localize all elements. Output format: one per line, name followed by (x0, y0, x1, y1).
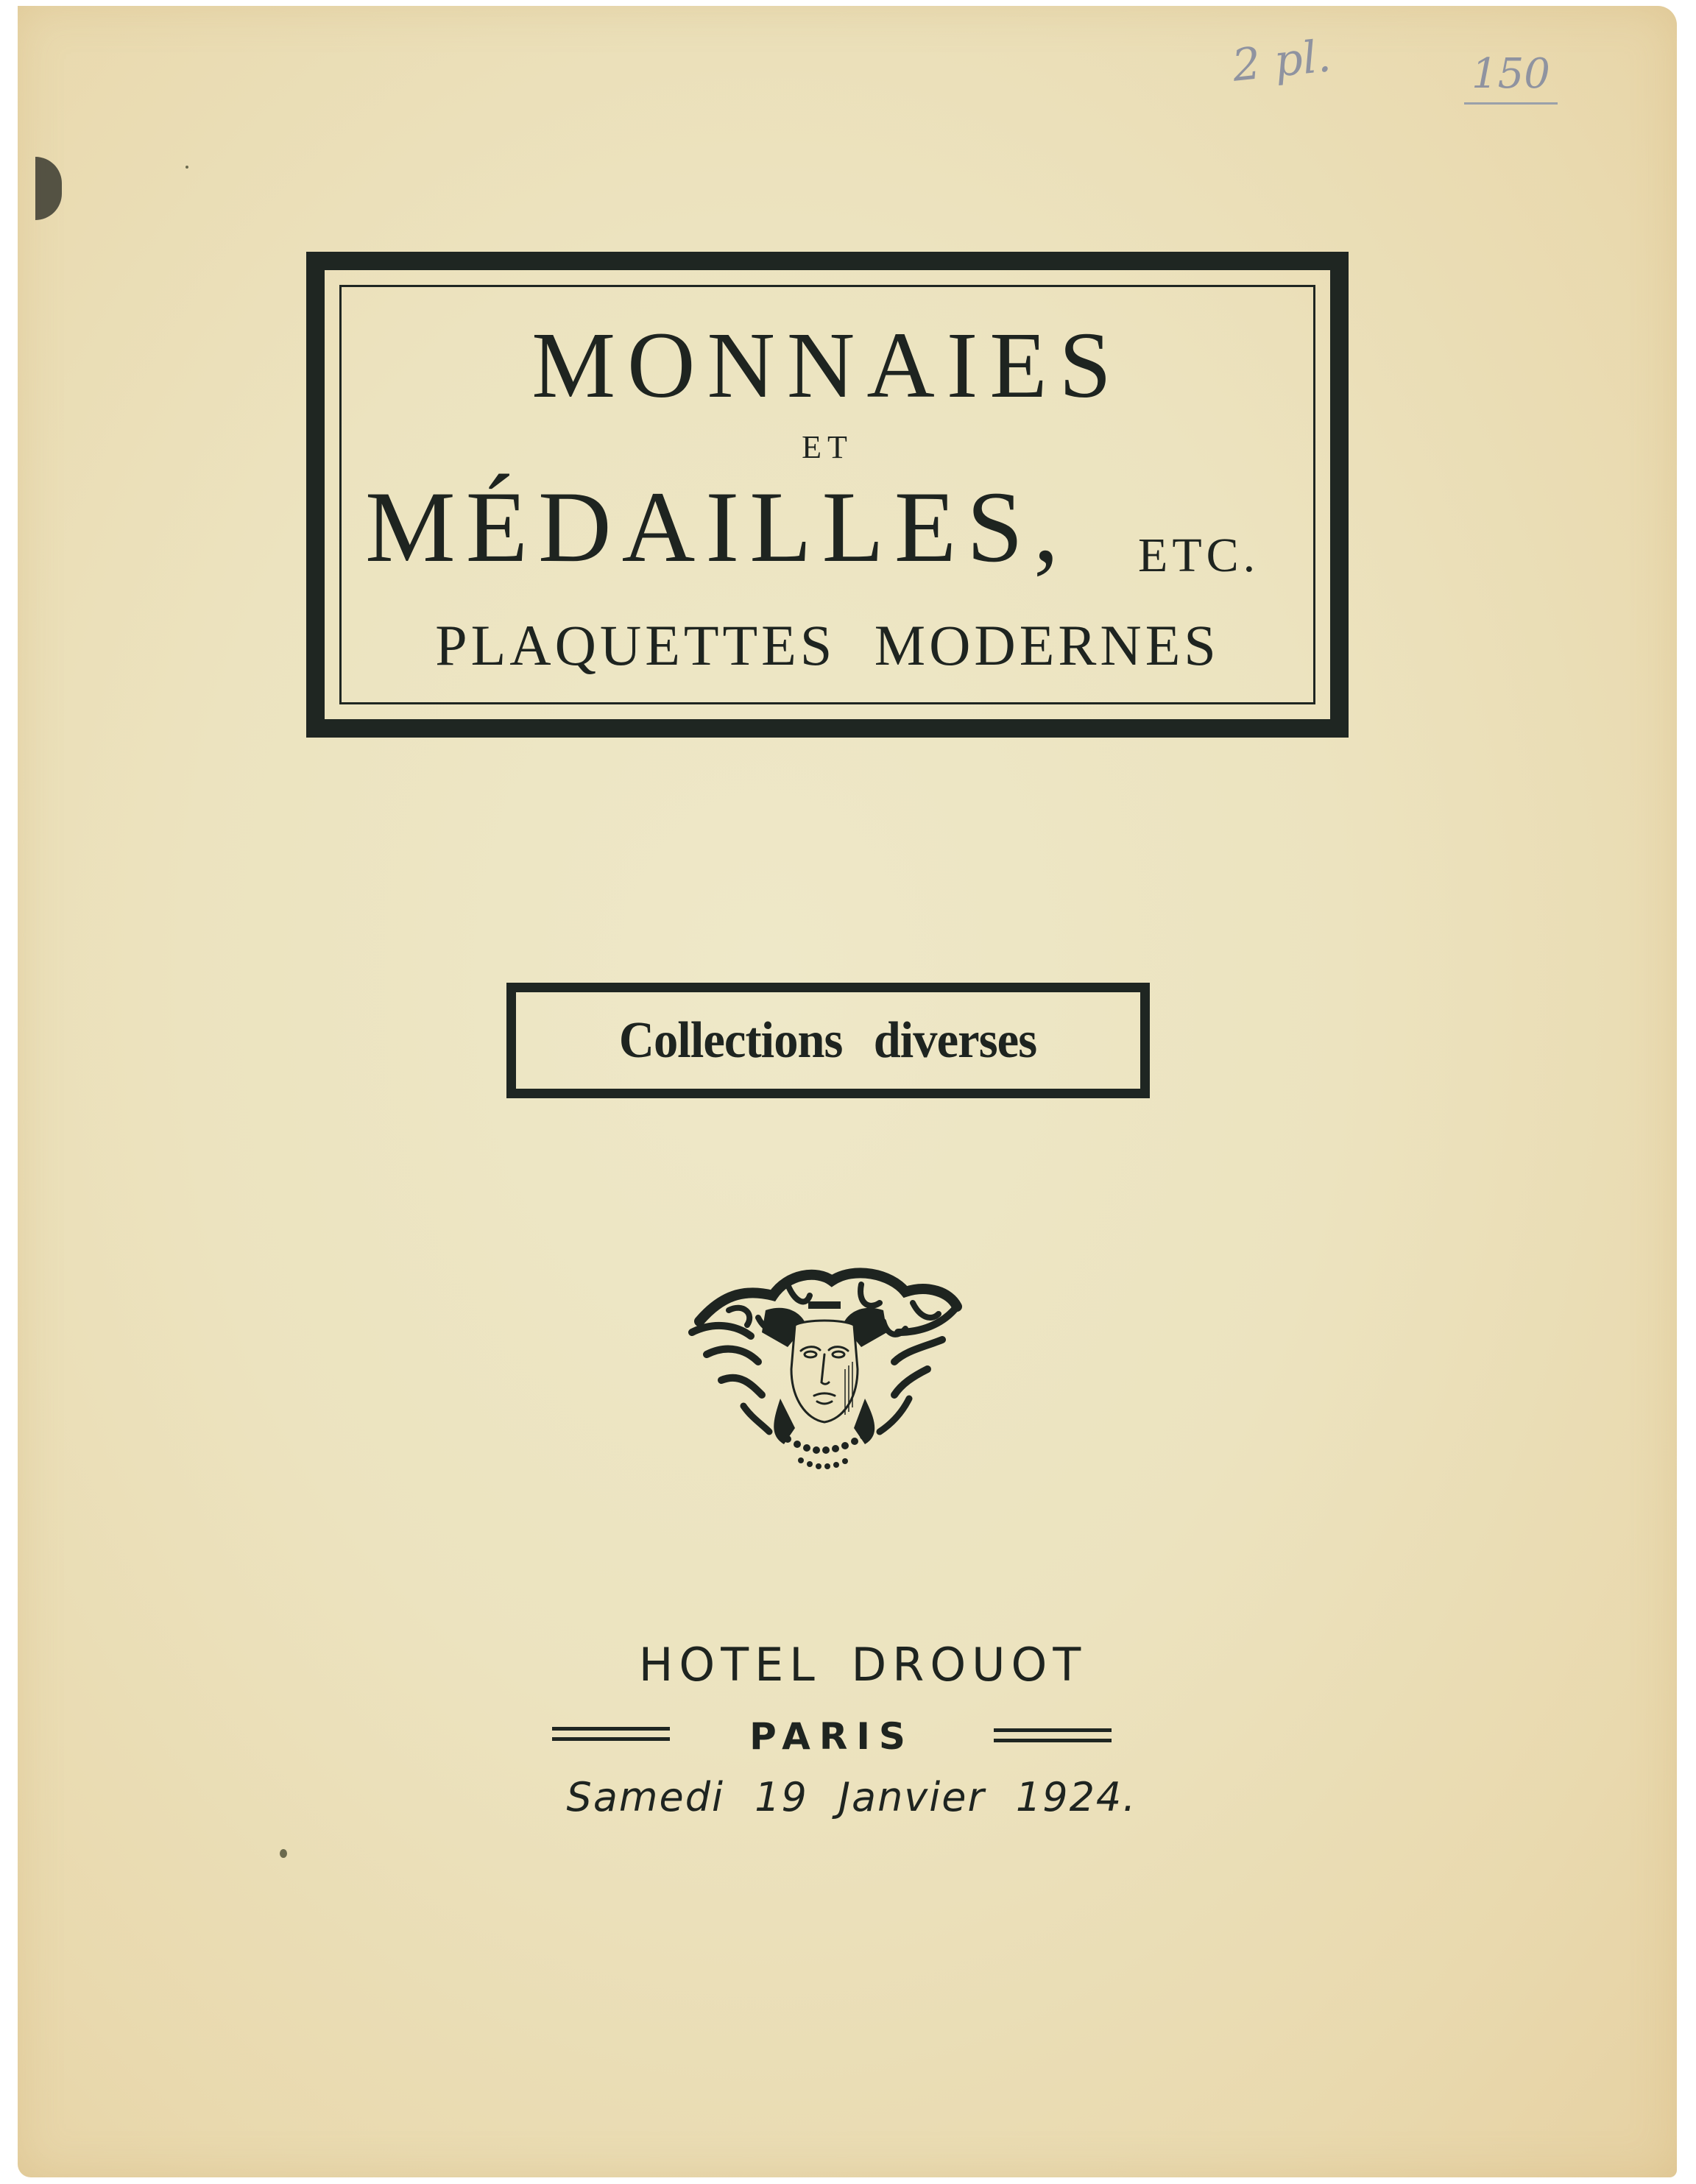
title-plaquettes-modernes: PLAQUETTES MODERNES (435, 613, 1220, 677)
venue-city-row (552, 1715, 1112, 1759)
double-rule-right (994, 1722, 1112, 1745)
sale-date: Samedi 19 Janvier 1924. (566, 1774, 1137, 1820)
title-et: ET (802, 429, 853, 465)
title-etc: ETC. (1138, 529, 1260, 582)
title-medailles: MÉDAILLES, (365, 470, 1070, 583)
pencil-annotation-price: 150 (1464, 50, 1558, 105)
venue-city: PARIS (749, 1715, 914, 1758)
title-monnaies: MONNAIES (531, 313, 1123, 417)
venue-name: HOTEL DROUOT (638, 1638, 1087, 1692)
paper-speck (186, 166, 188, 169)
subtitle-collections-diverses: Collections diverses (619, 1011, 1037, 1069)
paper-speck (280, 1849, 287, 1858)
binding-hole (35, 157, 62, 220)
medusa-head-icon (677, 1251, 972, 1480)
title-frame (306, 252, 1349, 738)
pencil-annotation-plates: 2 pl. (1229, 30, 1334, 92)
subtitle-box (506, 983, 1150, 1098)
title-block (325, 270, 1330, 719)
